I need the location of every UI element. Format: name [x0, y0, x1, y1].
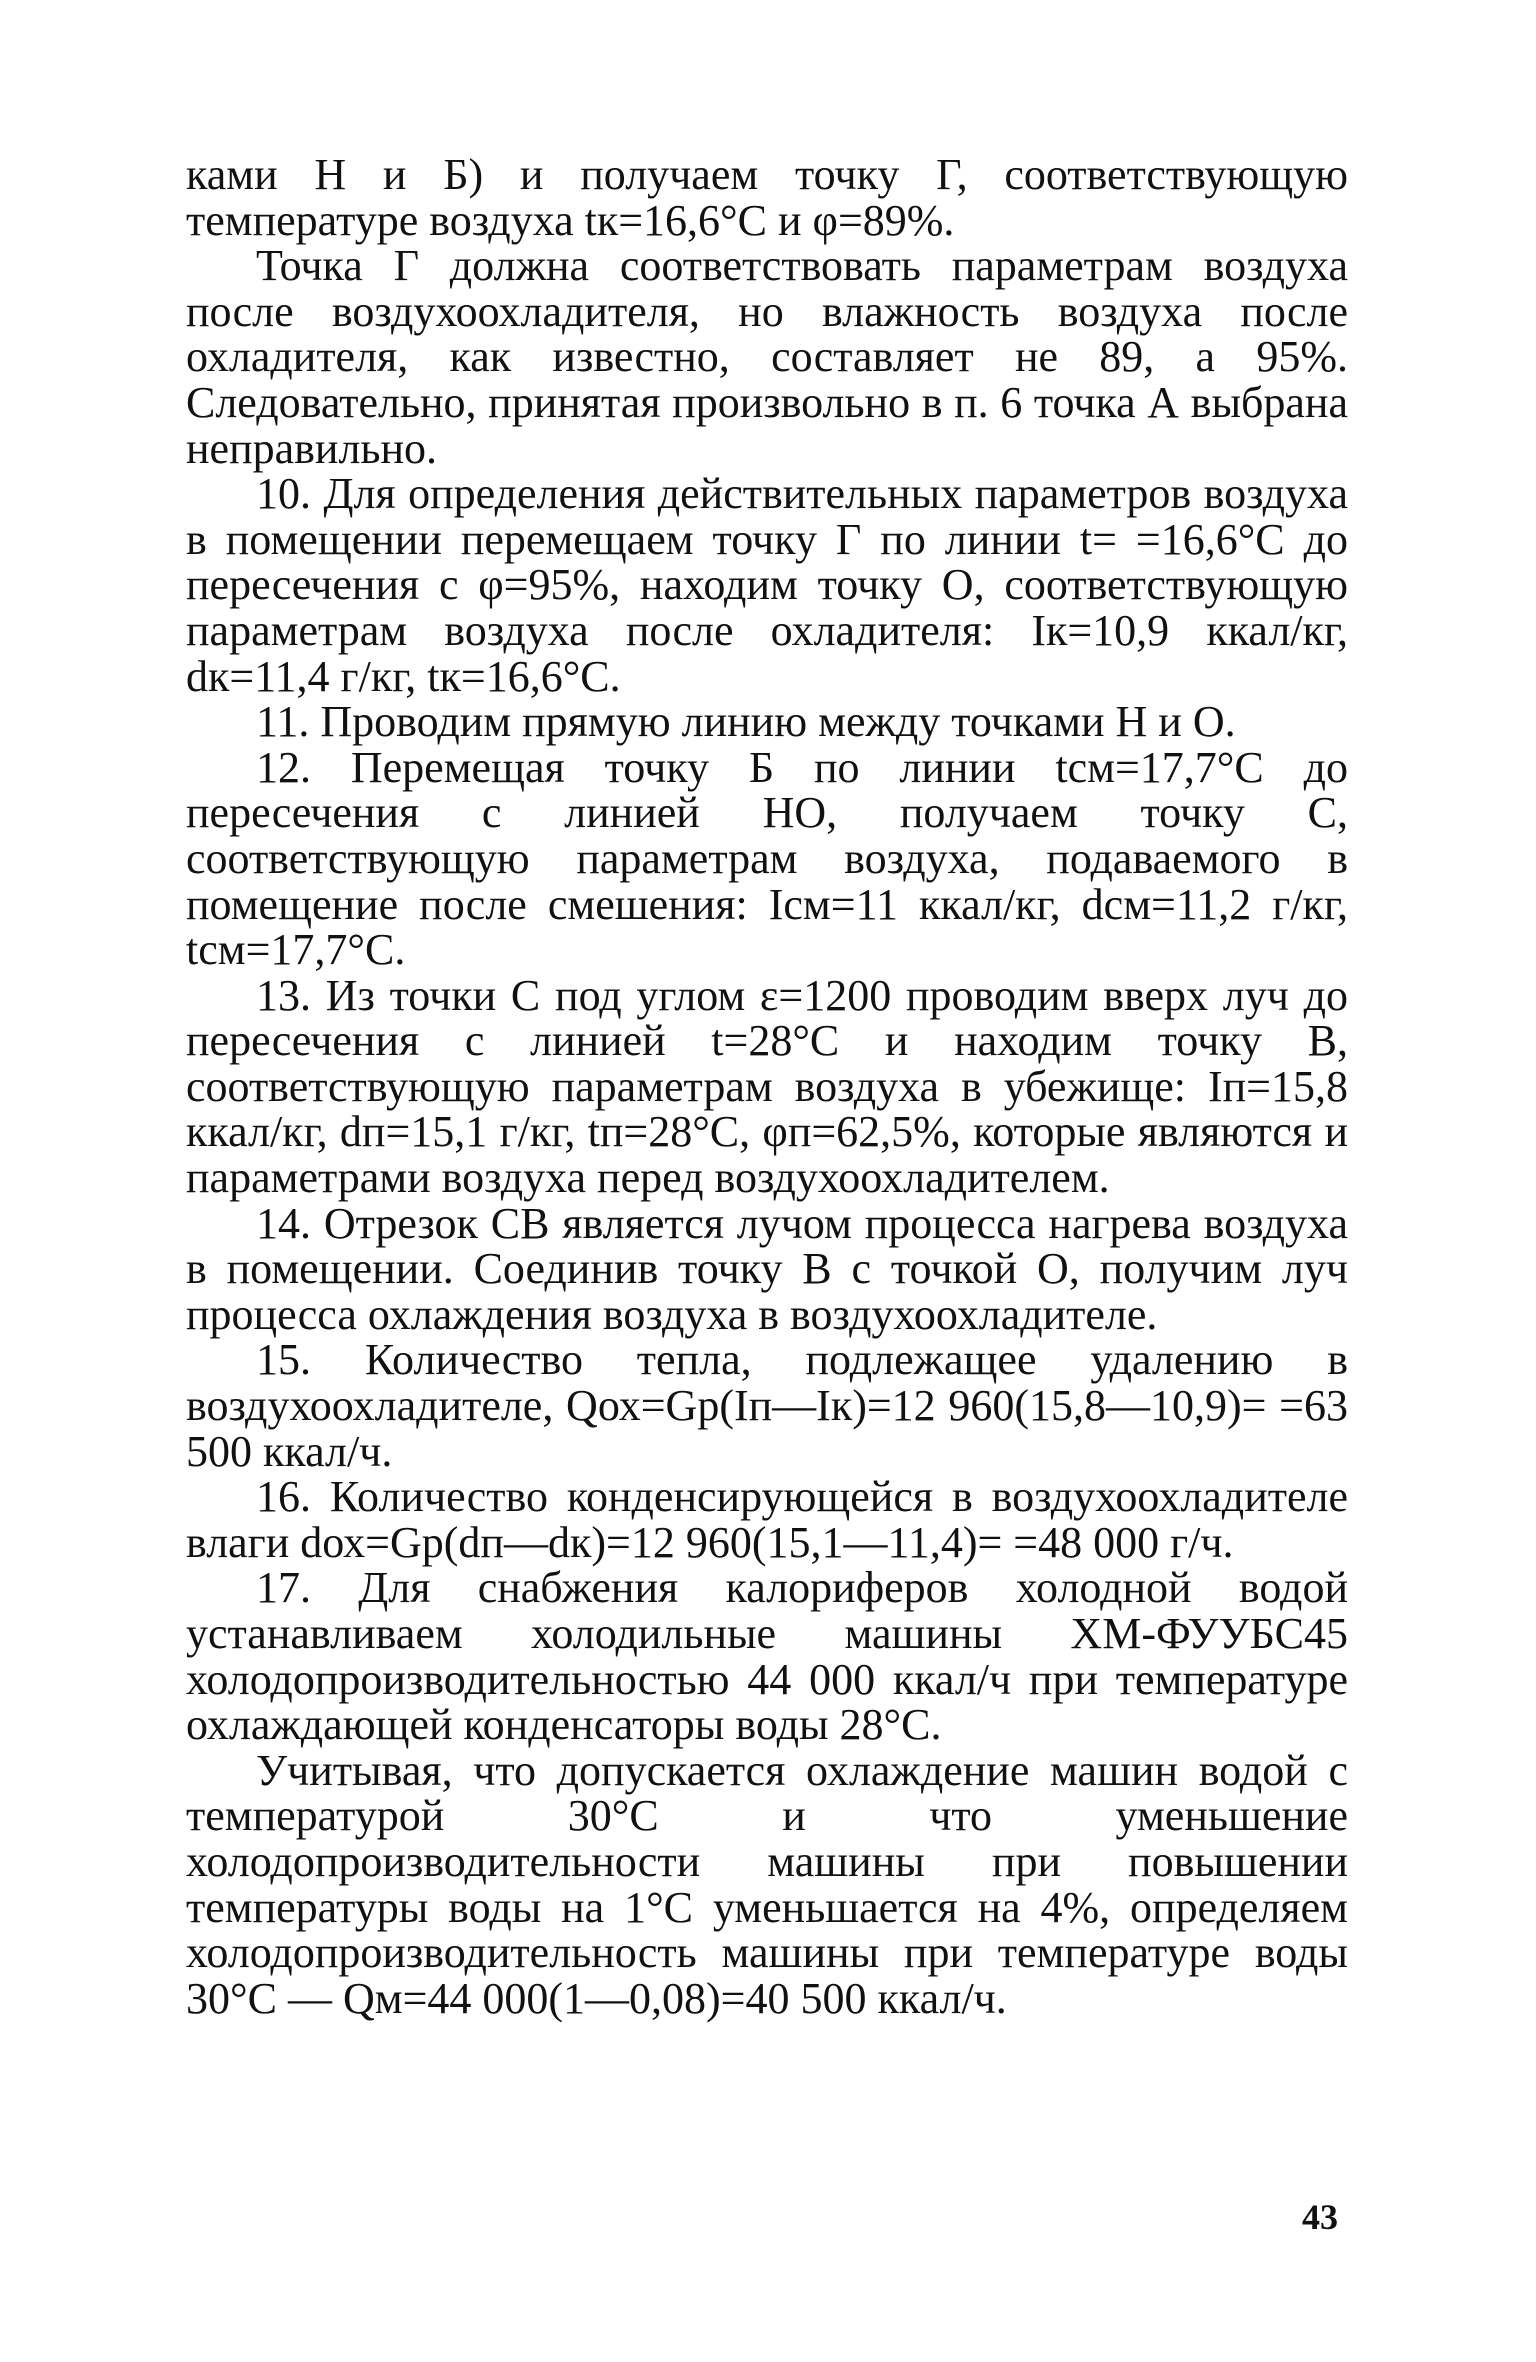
page-number: 43 — [1302, 2197, 1338, 2237]
paragraph-item-15: 15. Количество тепла, подлежащее удалению в воздухоохладителе, Qох=Gр(Iп—Iк)=12 960(15,8—10,9)= =63 500 ккал/ч. — [186, 1335, 1348, 1476]
paragraph-item-10: 10. Для определения действительных параметров воздуха в помещении перемещаем точку Г по линии t= =16,6°С до пересечения с φ=95%, находим точку О, соответствующую параметрам воздуха после охладителя: Iк=10,9 ккал/кг, dк=11,4 г/кг, tк=16,6°С. — [186, 469, 1348, 701]
paragraph-item-11: 11. Проводим прямую линию между точками Н и О. — [256, 697, 1236, 747]
paragraph-point-g: Точка Г должна соответствовать параметрам воздуха после воздухоохладителя, но влажность воздуха после охладителя, как известно, составляет не 89, а 95%. Следовательно, принятая произвольно в п. 6 точка А выбрана неправильно. — [186, 241, 1348, 473]
paragraph-conclusion: Учитывая, что допускается охлаждение машин водой с температурой 30°С и что уменьшение холодопроизводительности машины при повышении температуры воды на 1°С уменьшается на 4%, определяем холодопроизводительность машины при температуре воды 30°С — Qм=44 000(1—0,08)=40 500 ккал/ч. — [186, 1745, 1348, 2023]
paragraph-continuation: ками Н и Б) и получаем точку Г, соответствующую температуре воздуха tк=16,6°С и φ=89%. — [186, 150, 1348, 245]
paragraph-item-16: 16. Количество конденсирующейся в воздухоохладителе влаги dох=Gр(dп—dк)=12 960(15,1—11,4)= =48 000 г/ч. — [186, 1472, 1348, 1567]
body-text — [186, 152, 1348, 2021]
paragraph-item-13: 13. Из точки С под углом ε=1200 проводим вверх луч до пересечения с линией t=28°С и находим точку В, соответствующую параметрам воздуха в убежище: Iп=15,8 ккал/кг, dп=15,1 г/кг, tп=28°С, φп=62,5%, которые являются и параметрами воздуха перед воздухоохладителем. — [186, 970, 1348, 1203]
paragraph-item-12: 12. Перемещая точку Б по линии tсм=17,7°С до пересечения с линией НО, получаем точку С, соответствующую параметрам воздуха, подаваемого в помещение после смешения: Iсм=11 ккал/кг, dсм=11,2 г/кг, tсм=17,7°С. — [186, 742, 1348, 975]
paragraph-item-17: 17. Для снабжения калориферов холодной водой устанавливаем холодильные машины ХМ-ФУУБС45 холодопроизводительностью 44 000 ккал/ч при температуре охлаждающей конденсаторы воды 28°С. — [186, 1563, 1348, 1750]
paragraph-item-14: 14. Отрезок СВ является лучом процесса нагрева воздуха в помещении. Соединив точку В с точкой О, получим луч процесса охлаждения воздуха в воздухоохладителе. — [186, 1198, 1348, 1339]
